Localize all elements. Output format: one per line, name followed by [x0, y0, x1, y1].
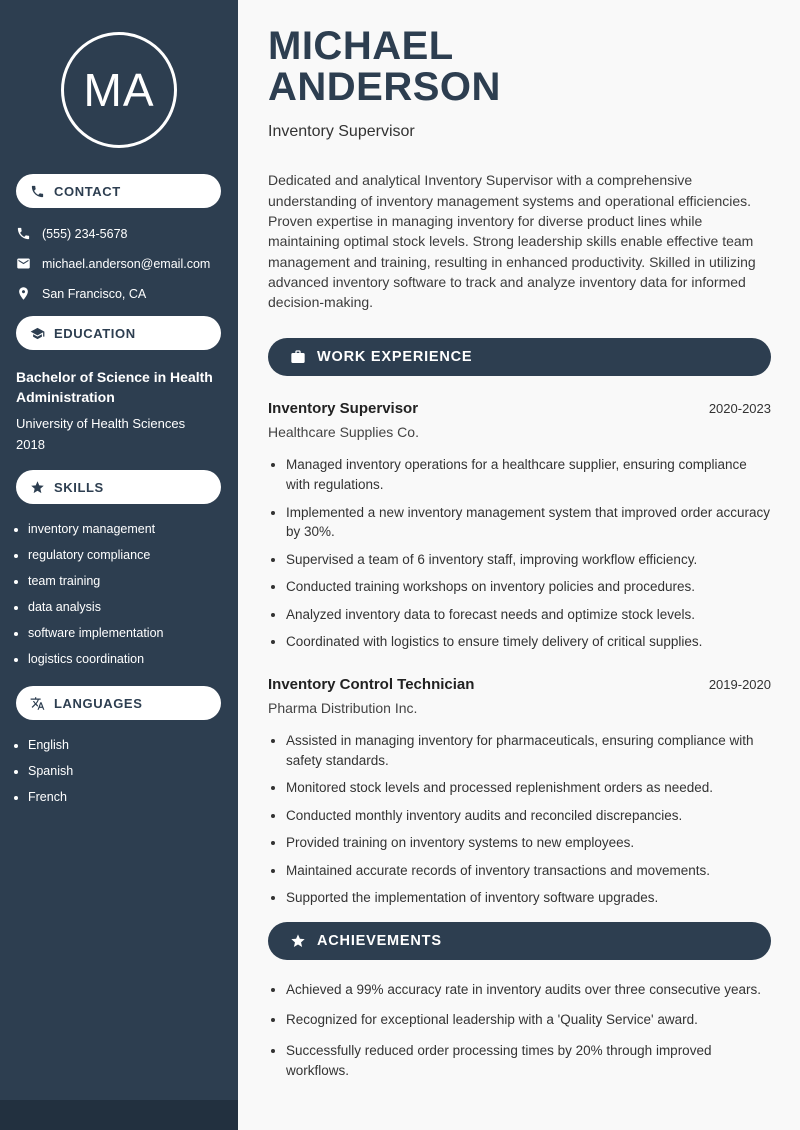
job-title: Inventory Control Technician — [268, 675, 475, 693]
job-entry — [268, 676, 771, 908]
job-header — [268, 400, 771, 417]
education-entry — [0, 368, 238, 452]
education-school: University of Health Sciences — [16, 416, 186, 432]
job-bullet: • Coordinated with logistics to ensure timely delivery of critical supplies. — [286, 632, 771, 652]
resume-main — [238, 0, 800, 1130]
languages-section — [0, 686, 238, 804]
contact-email-value: michael.anderson@email.com — [42, 256, 211, 271]
job-bullet: • Managed inventory operations for a healthcare supplier, ensuring compliance with regulations. — [286, 455, 771, 494]
languages-list — [28, 738, 222, 804]
profile-summary: Dedicated and analytical Inventory Supervisor with a comprehensive understanding of inventory management systems and operational efficiencies. Proven expertise in managing inventory for diverse product lines while maintaining optimal stock levels. Strong leadership skills enable effective team management and training, resulting in enhanced productivity. Skilled in utilizing advanced inventory software to track and analyze inventory data for informed decision-making. — [268, 172, 756, 311]
job-bullet: • Implemented a new inventory management system that improved order accuracy by 30%. — [286, 503, 771, 542]
language-item: • Spanish — [28, 764, 222, 778]
achievements-heading: ACHIEVEMENTS — [317, 932, 442, 949]
education-heading-label: EDUCATION — [54, 325, 136, 341]
contact-phone-value: (555) 234-5678 — [42, 226, 128, 241]
achievement-item: • Successfully reduced order processing times by 20% through improved workflows. — [286, 1041, 771, 1080]
job-bullet: • Provided training on inventory systems to new employees. — [286, 833, 771, 853]
job-bullet: • Monitored stock levels and processed replenishment orders as needed. — [286, 778, 771, 798]
education-year: 2018 — [16, 437, 45, 453]
phone-icon — [16, 226, 31, 241]
languages-heading — [16, 686, 221, 720]
contact-section — [0, 174, 238, 301]
work-experience-heading: WORK EXPERIENCE — [317, 349, 473, 366]
job-bullet: • Maintained accurate records of inventory transactions and movements. — [286, 861, 771, 881]
job-dates: 2020-2023 — [708, 401, 771, 417]
education-heading — [16, 316, 221, 350]
mail-icon — [16, 256, 31, 271]
contact-phone-row — [0, 226, 238, 241]
job-title: Inventory Supervisor — [268, 400, 419, 418]
job-header — [268, 676, 771, 693]
job-company: Healthcare Supplies Co. — [268, 424, 419, 441]
education-degree: Bachelor of Science in Health Administration — [16, 369, 213, 405]
skill-item: • logistics coordination — [28, 652, 222, 666]
skills-list — [28, 522, 222, 666]
briefcase-icon — [290, 349, 306, 365]
skills-section — [0, 470, 238, 666]
work-experience-banner — [268, 338, 771, 376]
skill-item: • regulatory compliance — [28, 548, 222, 562]
languages-heading-label: LANGUAGES — [54, 695, 143, 711]
profile-job-title: Inventory Supervisor — [268, 123, 415, 141]
location-icon — [16, 286, 31, 301]
job-bullet: • Assisted in managing inventory for pharmaceuticals, ensuring compliance with safety standards. — [286, 731, 771, 770]
skill-item: • software implementation — [28, 626, 222, 640]
sidebar — [0, 0, 238, 1130]
last-name: ANDERSON — [268, 65, 501, 110]
star-icon — [30, 480, 45, 495]
skills-heading-label: SKILLS — [54, 479, 104, 495]
language-item: • English — [28, 738, 222, 752]
job-entry — [268, 400, 771, 652]
job-bullet-list — [286, 455, 771, 652]
achievement-item: • Achieved a 99% accuracy rate in inventory audits over three consecutive years. — [286, 980, 771, 1000]
contact-location-value: San Francisco, CA — [42, 286, 147, 301]
star-icon — [290, 933, 306, 949]
avatar — [61, 32, 177, 148]
contact-heading — [16, 174, 221, 208]
avatar-initials: MA — [83, 64, 155, 116]
job-bullet: • Analyzed inventory data to forecast needs and optimize stock levels. — [286, 605, 771, 625]
skill-item: • data analysis — [28, 600, 222, 614]
contact-location-row — [0, 286, 238, 301]
job-bullet: • Supported the implementation of inventory software upgrades. — [286, 888, 771, 908]
achievements-list — [286, 980, 771, 1080]
sidebar-footer-band — [0, 1100, 238, 1130]
job-dates: 2019-2020 — [708, 676, 771, 692]
contact-email-row — [0, 256, 238, 271]
skills-heading — [16, 470, 221, 504]
contact-heading-label: CONTACT — [54, 183, 121, 199]
job-bullet: • Conducted monthly inventory audits and reconciled discrepancies. — [286, 806, 771, 826]
job-bullet: • Conducted training workshops on inventory policies and procedures. — [286, 577, 771, 597]
education-section — [0, 316, 238, 452]
job-bullet: • Supervised a team of 6 inventory staff, improving workflow efficiency. — [286, 550, 771, 570]
phone-icon — [30, 184, 45, 199]
graduation-cap-icon — [30, 326, 45, 341]
achievements-banner — [268, 922, 771, 960]
skill-item: • team training — [28, 574, 222, 588]
job-bullet-list — [286, 731, 771, 908]
language-item: • French — [28, 790, 222, 804]
translate-icon — [30, 696, 45, 711]
first-name: MICHAEL — [268, 24, 454, 68]
achievement-item: • Recognized for exceptional leadership with a 'Quality Service' award. — [286, 1010, 771, 1030]
skill-item: • inventory management — [28, 522, 222, 536]
job-company: Pharma Distribution Inc. — [268, 699, 418, 716]
page-title — [268, 26, 771, 108]
